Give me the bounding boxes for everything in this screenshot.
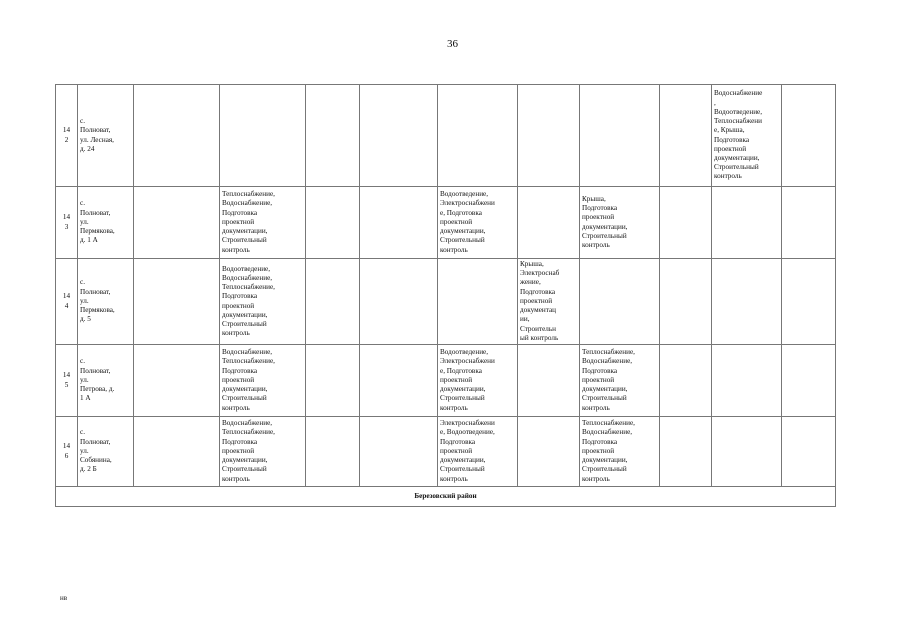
region-title: Березовский район — [56, 487, 836, 507]
work-cell — [660, 85, 712, 187]
work-cell — [712, 417, 782, 487]
work-cell: Водоснабжение, Теплоснабжение, Подготовка проектной документации, Строительный контроль — [220, 345, 306, 417]
work-cell — [306, 259, 360, 345]
row-number-cell: 14 4 — [56, 259, 78, 345]
work-cell — [660, 417, 712, 487]
work-cell — [306, 187, 360, 259]
work-cell — [660, 187, 712, 259]
table-row — [56, 259, 836, 345]
work-cell: Водоотведение, Электроснабжени е, Подготовка проектной документации, Строительный контроль — [438, 187, 518, 259]
work-cell — [712, 187, 782, 259]
work-cell — [438, 85, 518, 187]
work-cell — [712, 345, 782, 417]
address-cell: с. Полноват, ул. Собянина, д. 2 Б — [78, 417, 134, 487]
work-cell — [360, 259, 438, 345]
table-row — [56, 417, 836, 487]
work-cell — [782, 345, 836, 417]
table-row — [56, 187, 836, 259]
work-cell: Теплоснабжение, Водоснабжение, Подготовка проектной документации, Строительный контроль — [580, 345, 660, 417]
address-cell: с. Полноват, ул. Пермякова, д. 5 — [78, 259, 134, 345]
work-cell: Водоотведение, Водоснабжение, Теплоснабжение, Подготовка проектной документации, Строительный контроль — [220, 259, 306, 345]
work-cell — [782, 187, 836, 259]
repair-schedule-table — [55, 84, 836, 507]
address-cell: с. Полноват, ул. Петрова, д. 1 А — [78, 345, 134, 417]
work-cell — [580, 85, 660, 187]
work-cell — [360, 345, 438, 417]
work-cell: Крыша, Электроснаб жение, Подготовка проектной документац ии, Строительн ый контроль — [518, 259, 580, 345]
work-cell — [782, 85, 836, 187]
work-cell: Теплоснабжение, Водоснабжение, Подготовка проектной документации, Строительный контроль — [580, 417, 660, 487]
work-cell — [134, 345, 220, 417]
work-cell — [438, 259, 518, 345]
region-row — [56, 487, 836, 507]
work-cell — [306, 417, 360, 487]
work-cell — [134, 85, 220, 187]
row-number-cell: 14 5 — [56, 345, 78, 417]
table-row — [56, 85, 836, 187]
table-row — [56, 345, 836, 417]
work-cell — [134, 259, 220, 345]
work-cell — [134, 187, 220, 259]
work-cell — [518, 187, 580, 259]
work-cell: Водоснабжение, Теплоснабжение, Подготовка проектной документации, Строительный контроль — [220, 417, 306, 487]
row-number-cell: 14 6 — [56, 417, 78, 487]
work-cell — [220, 85, 306, 187]
address-cell: с. Полноват, ул. Лесная, д. 24 — [78, 85, 134, 187]
work-cell — [660, 259, 712, 345]
work-cell: Электроснабжени е, Водоотведение, Подготовка проектной документации, Строительный контроль — [438, 417, 518, 487]
work-cell — [712, 259, 782, 345]
work-cell — [306, 85, 360, 187]
work-cell — [134, 417, 220, 487]
work-cell — [580, 259, 660, 345]
address-cell: с. Полноват, ул. Пермякова, д. 1 А — [78, 187, 134, 259]
work-cell — [306, 345, 360, 417]
work-cell — [782, 417, 836, 487]
work-cell — [518, 345, 580, 417]
work-cell: Теплоснабжение, Водоснабжение, Подготовка проектной документации, Строительный контроль — [220, 187, 306, 259]
page-number: 36 — [447, 38, 458, 50]
work-cell — [518, 85, 580, 187]
work-cell — [782, 259, 836, 345]
row-number-cell: 14 2 — [56, 85, 78, 187]
footer-mark: нв — [60, 594, 68, 602]
work-cell — [518, 417, 580, 487]
work-cell: Водоснабжение , Водоотведение, Теплоснабжени е, Крыша, Подготовка проектной документации, Строительный контроль — [712, 85, 782, 187]
work-cell — [360, 85, 438, 187]
work-cell — [360, 417, 438, 487]
work-cell — [660, 345, 712, 417]
work-cell — [360, 187, 438, 259]
work-cell: Водоотведение, Электроснабжени е, Подготовка проектной документации, Строительный контроль — [438, 345, 518, 417]
work-cell: Крыша, Подготовка проектной документации, Строительный контроль — [580, 187, 660, 259]
row-number-cell: 14 3 — [56, 187, 78, 259]
